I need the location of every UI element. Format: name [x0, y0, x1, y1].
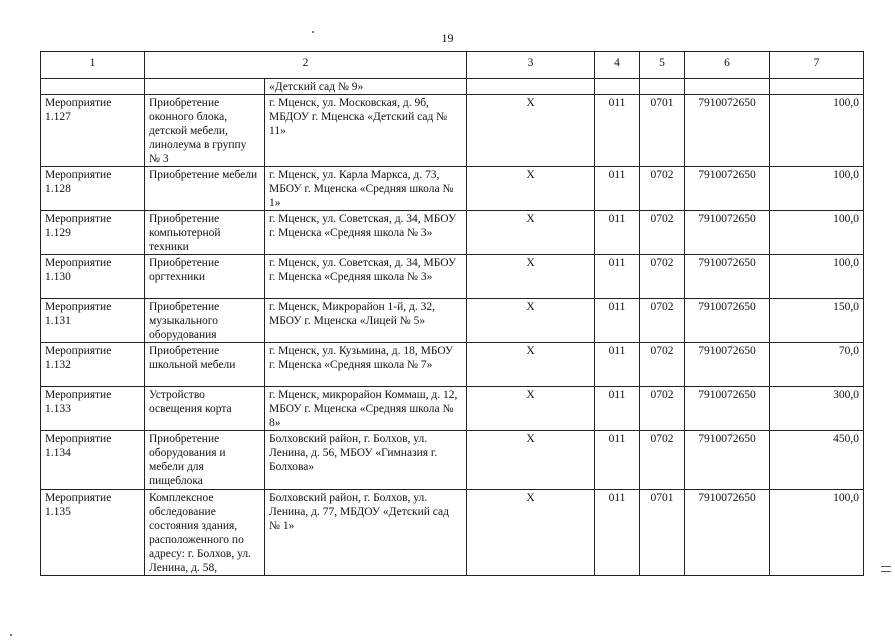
row-col7-cell: 70,0 [770, 343, 864, 387]
row-col7-cell: 300,0 [770, 387, 864, 431]
row-address-cell: г. Мценск, ул. Советская, д. 34, МБОУ г. Мценска «Средняя школа № 3» [265, 211, 467, 255]
table-row [41, 431, 864, 490]
row-address-cell: г. Мценск, ул. Кузьмина, д. 18, МБОУ г. Мценска «Средняя школа № 7» [265, 343, 467, 387]
row-col6-cell: 7910072650 [685, 167, 770, 211]
row-description-cell: Приобретение мебели [145, 167, 265, 211]
row-address-cell: Болховский район, г. Болхов, ул. Ленина, д. 77, МБДОУ «Детский сад № 1» [265, 490, 467, 576]
row-id-cell: Мероприятие 1.134 [41, 431, 145, 490]
scan-dot [312, 31, 314, 33]
row-address-cell: Болховский район, г. Болхов, ул. Ленина, д. 56, МБОУ «Гимназия г. Болхова» [265, 431, 467, 490]
row-col3-cell: X [467, 255, 595, 299]
row-col5-cell: 0702 [640, 299, 685, 343]
table-row [41, 211, 864, 255]
continuation-cell-4 [595, 79, 640, 95]
row-col7-cell: 100,0 [770, 255, 864, 299]
row-col4-cell: 011 [595, 255, 640, 299]
row-col3-cell: X [467, 211, 595, 255]
continuation-cell-2b: «Детский сад № 9» [265, 79, 467, 95]
column-header-6: 6 [685, 52, 770, 79]
column-header-3: 3 [467, 52, 595, 79]
row-address-cell: г. Мценск, ул. Московская, д. 9б, МБДОУ г. Мценска «Детский сад № 11» [265, 95, 467, 167]
row-id-cell: Мероприятие 1.127 [41, 95, 145, 167]
table-row [41, 255, 864, 299]
row-col3-cell: X [467, 95, 595, 167]
budget-measures-table [40, 51, 864, 576]
table-row [41, 490, 864, 576]
scan-dot [10, 634, 12, 636]
row-col7-cell: 100,0 [770, 167, 864, 211]
row-col4-cell: 011 [595, 299, 640, 343]
continuation-cell-7 [770, 79, 864, 95]
table-row [41, 299, 864, 343]
row-col5-cell: 0702 [640, 167, 685, 211]
column-header-4: 4 [595, 52, 640, 79]
row-id-cell: Мероприятие 1.128 [41, 167, 145, 211]
row-col6-cell: 7910072650 [685, 343, 770, 387]
row-id-cell: Мероприятие 1.130 [41, 255, 145, 299]
row-id-cell: Мероприятие 1.132 [41, 343, 145, 387]
row-col7-cell: 150,0 [770, 299, 864, 343]
row-address-cell: г. Мценск, ул. Карла Маркса, д. 73, МБОУ г. Мценска «Средняя школа № 1» [265, 167, 467, 211]
row-col5-cell: 0702 [640, 343, 685, 387]
row-col5-cell: 0702 [640, 211, 685, 255]
continuation-cell-3 [467, 79, 595, 95]
table-row [41, 95, 864, 167]
row-col5-cell: 0702 [640, 431, 685, 490]
row-col7-cell: 100,0 [770, 211, 864, 255]
row-col5-cell: 0702 [640, 387, 685, 431]
scan-artifact [881, 566, 891, 572]
continuation-cell-2a [145, 79, 265, 95]
row-col7-cell: 100,0 [770, 95, 864, 167]
row-description-cell: Комплексное обследование состояния здания, расположенного по адресу: г. Болхов, ул. Ленина, д. 58, [145, 490, 265, 576]
row-col3-cell: X [467, 167, 595, 211]
row-description-cell: Приобретение оконного блока, детской мебели, линолеума в группу № 3 [145, 95, 265, 167]
table-row [41, 387, 864, 431]
row-description-cell: Приобретение компьютерной техники [145, 211, 265, 255]
row-id-cell: Мероприятие 1.131 [41, 299, 145, 343]
continuation-row [41, 79, 864, 95]
row-col6-cell: 7910072650 [685, 431, 770, 490]
page-number: 19 [441, 31, 454, 45]
row-col7-cell: 450,0 [770, 431, 864, 490]
row-col3-cell: X [467, 343, 595, 387]
row-col4-cell: 011 [595, 95, 640, 167]
row-description-cell: Приобретение оргтехники [145, 255, 265, 299]
row-id-cell: Мероприятие 1.135 [41, 490, 145, 576]
row-col6-cell: 7910072650 [685, 255, 770, 299]
column-header-2: 2 [145, 52, 467, 79]
row-col7-cell: 100,0 [770, 490, 864, 576]
table-header [41, 52, 864, 79]
row-description-cell: Приобретение оборудования и мебели для пищеблока [145, 431, 265, 490]
row-id-cell: Мероприятие 1.129 [41, 211, 145, 255]
table-body [41, 79, 864, 576]
row-col3-cell: X [467, 490, 595, 576]
row-col5-cell: 0701 [640, 95, 685, 167]
row-col4-cell: 011 [595, 387, 640, 431]
row-col5-cell: 0701 [640, 490, 685, 576]
row-col4-cell: 011 [595, 167, 640, 211]
row-description-cell: Приобретение школьной мебели [145, 343, 265, 387]
column-number-row [41, 52, 864, 79]
row-description-cell: Приобретение музыкального оборудования [145, 299, 265, 343]
row-col6-cell: 7910072650 [685, 95, 770, 167]
row-address-cell: г. Мценск, ул. Советская, д. 34, МБОУ г. Мценска «Средняя школа № 3» [265, 255, 467, 299]
row-col4-cell: 011 [595, 211, 640, 255]
row-col3-cell: X [467, 387, 595, 431]
row-id-cell: Мероприятие 1.133 [41, 387, 145, 431]
row-col6-cell: 7910072650 [685, 490, 770, 576]
column-header-7: 7 [770, 52, 864, 79]
continuation-cell-6 [685, 79, 770, 95]
table-row [41, 167, 864, 211]
column-header-5: 5 [640, 52, 685, 79]
column-header-1: 1 [41, 52, 145, 79]
row-col4-cell: 011 [595, 431, 640, 490]
row-col5-cell: 0702 [640, 255, 685, 299]
row-address-cell: г. Мценск, Микрорайон 1-й, д. 32, МБОУ г. Мценска «Лицей № 5» [265, 299, 467, 343]
row-col4-cell: 011 [595, 343, 640, 387]
row-col3-cell: X [467, 431, 595, 490]
continuation-cell-5 [640, 79, 685, 95]
table-row [41, 343, 864, 387]
row-col6-cell: 7910072650 [685, 299, 770, 343]
continuation-cell-1 [41, 79, 145, 95]
row-col6-cell: 7910072650 [685, 211, 770, 255]
row-col3-cell: X [467, 299, 595, 343]
row-col4-cell: 011 [595, 490, 640, 576]
row-description-cell: Устройство освещения корта [145, 387, 265, 431]
row-address-cell: г. Мценск, микрорайон Коммаш, д. 12, МБОУ г. Мценска «Средняя школа № 8» [265, 387, 467, 431]
row-col6-cell: 7910072650 [685, 387, 770, 431]
